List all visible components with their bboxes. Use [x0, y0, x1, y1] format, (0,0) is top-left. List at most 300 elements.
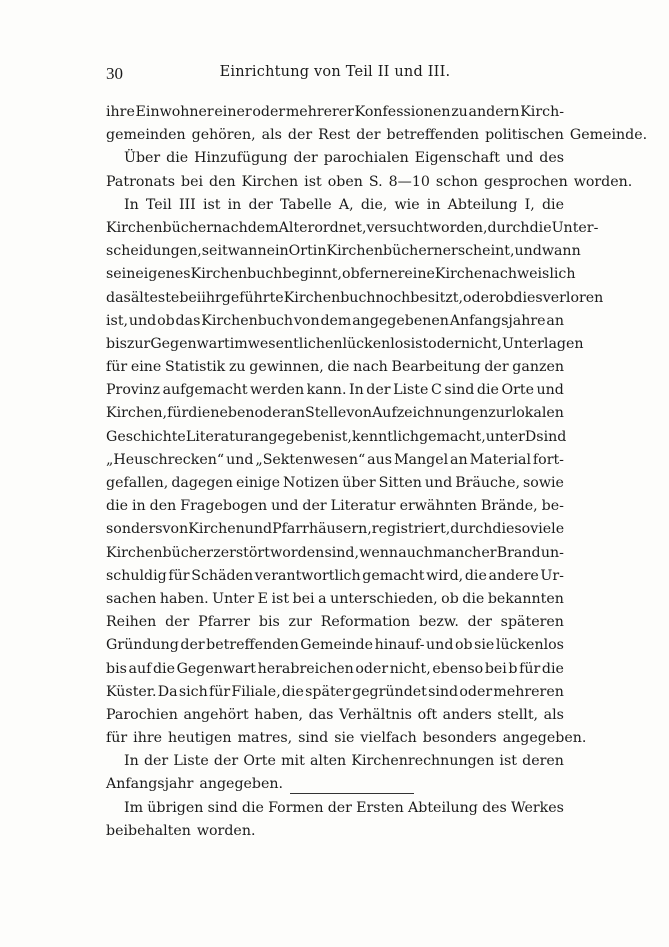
word: der — [366, 382, 391, 399]
text-line — [106, 495, 564, 518]
word: werden — [250, 382, 305, 399]
word: auf — [128, 660, 152, 677]
word: zur — [126, 335, 151, 352]
text-line — [106, 124, 648, 147]
word: ist — [202, 196, 221, 213]
word: ob — [454, 637, 473, 654]
word: auch — [398, 544, 433, 561]
word: matres, — [237, 730, 293, 747]
text-line — [106, 356, 564, 379]
word: wenn — [359, 544, 399, 561]
word: von — [293, 312, 320, 329]
word: der — [213, 753, 239, 770]
word: kann. — [306, 382, 347, 399]
word: hinauf- — [374, 637, 425, 654]
text-line — [106, 147, 564, 170]
word: Kirchen, — [106, 405, 168, 422]
word: eigenes — [135, 266, 191, 283]
word: der — [327, 799, 352, 816]
word: oder — [252, 104, 286, 120]
word: ihr — [201, 289, 222, 306]
word: angegeben. — [502, 730, 587, 747]
word: des — [482, 799, 507, 816]
word: alten — [309, 753, 347, 770]
word: Parochien — [106, 706, 178, 723]
word: gewinnen, — [249, 359, 324, 376]
word: so — [514, 521, 531, 538]
word: in — [132, 498, 146, 515]
word: oder — [355, 660, 389, 677]
word: oder — [428, 335, 461, 352]
word: I, — [524, 196, 535, 213]
word: Filiale, — [231, 683, 281, 700]
word: der — [302, 498, 327, 515]
word: Kirchenbücher — [106, 219, 214, 236]
word: die — [541, 660, 564, 677]
text-line — [106, 217, 599, 240]
word: In — [348, 382, 364, 399]
word: unter — [485, 428, 525, 445]
word: nach — [213, 219, 248, 236]
word: ob — [441, 590, 459, 607]
word: gehören, — [191, 127, 256, 144]
word: nachweislich — [482, 266, 576, 283]
word: dies — [513, 289, 543, 306]
text-line — [106, 449, 564, 472]
word: als — [543, 706, 564, 723]
word: und — [128, 312, 157, 329]
word: Pfarrhäusern, — [272, 521, 372, 538]
word: Brände, — [480, 498, 538, 515]
word: herabreichen — [257, 660, 354, 677]
word: einige — [235, 475, 281, 491]
word: sonders — [106, 521, 163, 538]
word: noch — [375, 289, 411, 306]
word: von — [346, 405, 373, 422]
word: sind — [298, 730, 329, 747]
word: D — [524, 428, 537, 445]
word: bei — [180, 173, 203, 190]
word: die, — [360, 196, 388, 213]
word: der — [165, 614, 190, 631]
word: der — [143, 753, 169, 770]
word: Verhältnis — [339, 706, 412, 723]
word: mancher — [433, 544, 497, 561]
word: heutigen — [168, 730, 232, 747]
word: Aufzeichnungen — [372, 405, 489, 422]
text-line — [106, 704, 564, 727]
text-line — [106, 658, 564, 681]
word: Ur- — [540, 567, 564, 584]
word: besonders — [422, 730, 497, 747]
word: bei — [292, 590, 315, 607]
word: Da — [157, 683, 178, 700]
text-line — [106, 171, 633, 194]
word: nicht, — [389, 660, 431, 677]
word: besitzt, — [410, 289, 463, 306]
word: sind — [536, 428, 567, 445]
word: worden, — [428, 219, 488, 236]
word: andere — [488, 567, 539, 584]
word: verantwortlich — [254, 567, 361, 584]
word: registriert, — [371, 521, 451, 538]
word: Orte — [243, 753, 276, 770]
word: unterschieden, — [330, 590, 438, 607]
word: ob — [157, 312, 175, 329]
word: un- — [540, 544, 564, 561]
text-line — [106, 634, 564, 657]
word: für — [208, 683, 231, 700]
word: gemeinden — [106, 127, 186, 144]
word: A, — [338, 196, 354, 213]
word: die — [541, 196, 564, 213]
word: Kirchenbuch — [190, 266, 283, 283]
word: und — [424, 475, 453, 491]
text-line — [106, 588, 564, 611]
word: politischen — [485, 127, 564, 144]
text-line — [106, 797, 564, 820]
word: sowie — [523, 475, 564, 491]
word: Kirchenrechnungen — [351, 753, 495, 770]
text-line — [106, 611, 564, 634]
word: an — [450, 451, 468, 468]
word: ganzen — [512, 359, 564, 376]
word: Ort — [288, 243, 313, 260]
word: das — [308, 706, 334, 723]
word: Kirchenbuch — [201, 312, 294, 329]
word: einer — [214, 104, 252, 120]
word: schuldig — [106, 567, 167, 584]
word: nicht, — [460, 335, 502, 352]
word: sich — [178, 683, 208, 700]
word: bei — [484, 660, 507, 677]
word: angegeben — [250, 428, 330, 445]
word: Kirche — [434, 266, 483, 283]
word: dagegen — [171, 475, 233, 491]
word: ist, — [106, 312, 129, 329]
word: lückenlos — [342, 335, 411, 352]
word: oder — [254, 405, 288, 422]
word: kenntlich — [351, 428, 420, 445]
word: bekannten — [487, 590, 564, 607]
word: der — [356, 127, 381, 144]
word: bis — [106, 660, 127, 677]
word: ob — [495, 289, 514, 306]
word: mehrerer — [285, 104, 354, 120]
word: gemacht — [362, 567, 425, 584]
word: E — [257, 590, 268, 607]
text-line — [106, 472, 564, 495]
word: an — [546, 312, 564, 329]
word: die — [327, 359, 350, 376]
word: für — [519, 660, 541, 677]
word: anders — [442, 706, 492, 723]
word: Liste — [393, 382, 429, 399]
word: aus — [367, 451, 393, 468]
word: Anfangsjahre — [449, 312, 546, 329]
word: zu — [451, 104, 468, 120]
text-line — [106, 240, 581, 263]
word: Statistik — [165, 359, 226, 376]
word: ein — [266, 243, 289, 260]
word: scheidungen, — [106, 243, 202, 260]
word: Eigenschaft — [414, 150, 500, 167]
page-header — [106, 64, 564, 86]
word: sie — [474, 637, 495, 654]
word: In — [124, 196, 139, 213]
word: stellt, — [497, 706, 539, 723]
word: im — [229, 335, 248, 352]
word: des — [539, 150, 564, 167]
body-text — [106, 101, 648, 843]
word: die — [166, 150, 189, 167]
word: Liste — [173, 753, 209, 770]
word: Kirchen — [188, 521, 245, 538]
word: bei — [179, 289, 202, 306]
text-line — [106, 426, 567, 449]
word: Ersten — [356, 799, 404, 816]
word: ferner — [359, 266, 405, 283]
text-line — [106, 750, 564, 773]
word: Tabelle — [279, 196, 332, 213]
word: sind — [207, 799, 238, 816]
word: über — [342, 475, 376, 491]
word: Rest — [318, 127, 351, 144]
word: die — [281, 683, 304, 700]
word: die — [106, 498, 129, 515]
word: dem — [247, 219, 279, 236]
word: als — [261, 127, 282, 144]
word: mehreren — [493, 683, 564, 700]
word: Literatur — [330, 498, 396, 515]
word: vielfach — [360, 730, 417, 747]
word: ebenso — [432, 660, 484, 677]
word: die — [188, 405, 211, 422]
word: ihre — [106, 104, 135, 120]
word: zu — [228, 359, 246, 376]
word: ist, — [329, 428, 352, 445]
word: sein — [106, 266, 136, 283]
word: für — [167, 405, 189, 422]
word: betreffenden — [386, 127, 480, 144]
text-line — [106, 681, 564, 704]
word: fort- — [532, 451, 564, 468]
word: geführte — [221, 289, 284, 306]
word: Kirchenbücher — [106, 544, 214, 561]
word: Konfessionen — [354, 104, 451, 120]
word: und — [426, 637, 454, 654]
word: bis — [106, 335, 127, 352]
word: Einwohner — [135, 104, 214, 120]
word: Gemeinde — [300, 637, 374, 654]
word: ordnet, — [314, 219, 367, 236]
word: neben — [210, 405, 255, 422]
word: Kirchenbüchern — [326, 243, 443, 260]
page-number: 30 — [106, 64, 123, 83]
word: die — [529, 219, 552, 236]
word: Abteilung — [447, 196, 518, 213]
word: 8—10 — [388, 173, 430, 190]
text-line — [106, 194, 564, 217]
word: für — [106, 730, 128, 747]
word: Hinzufügung — [194, 150, 288, 167]
word: Gemeinde. — [569, 127, 648, 144]
text-line — [106, 263, 576, 286]
word: Pfarrer — [198, 614, 251, 631]
word: Kirchenbuch — [283, 289, 376, 306]
closing-rule — [290, 793, 414, 794]
word: bis — [258, 614, 280, 631]
word: Gegenwart — [150, 335, 230, 352]
word: an — [287, 405, 305, 422]
word: oder — [459, 683, 493, 700]
word: Reihen — [106, 614, 157, 631]
word: a — [318, 590, 327, 607]
word: die — [476, 382, 499, 399]
word: Stelle — [305, 405, 347, 422]
word: oft — [417, 706, 438, 723]
word: Sitten — [378, 475, 422, 491]
word: Im — [124, 799, 144, 816]
word: in — [312, 243, 327, 260]
word: Werkes — [511, 799, 564, 816]
word: für — [168, 567, 190, 584]
word: ihre — [133, 730, 163, 747]
word: wesentlichen — [247, 335, 343, 352]
text-line — [106, 287, 604, 310]
word: bezw. — [418, 614, 459, 631]
word: den — [149, 498, 177, 515]
word: gefallen, — [106, 475, 169, 491]
word: III — [178, 196, 196, 213]
word: die — [492, 521, 515, 538]
text-line — [106, 402, 564, 425]
word: Geschichte — [106, 428, 186, 445]
word: Reformation — [320, 614, 411, 631]
word: sachen — [106, 590, 157, 607]
word: viele — [530, 521, 565, 538]
word: lokalen — [511, 405, 564, 422]
word: worden — [270, 544, 325, 561]
word: der — [180, 637, 205, 654]
running-title: Einrichtung von Teil II und III. — [219, 64, 451, 80]
word: sind — [428, 683, 459, 700]
word: versucht — [366, 219, 429, 236]
word: angegebenen — [352, 312, 449, 329]
word: älteste — [130, 289, 180, 306]
word: ob — [342, 266, 360, 283]
word: Bearbeitung — [391, 359, 481, 376]
word: Unter- — [551, 219, 599, 236]
word: die — [152, 660, 175, 677]
word: sind — [444, 382, 475, 399]
word: wird, — [426, 567, 464, 584]
word: Unter — [212, 590, 255, 607]
text-line — [106, 727, 587, 750]
word: Kirchen — [241, 173, 299, 190]
word: Mangel — [393, 451, 449, 468]
word: Über — [124, 150, 161, 167]
word: C — [430, 382, 442, 399]
word: Gründung — [106, 637, 179, 654]
word: das — [106, 289, 131, 306]
word: durch — [487, 219, 530, 236]
word: der — [467, 614, 492, 631]
word: deren — [522, 753, 564, 770]
word: der — [293, 150, 318, 167]
word: oben — [327, 173, 363, 190]
word: dem — [320, 312, 352, 329]
word: der — [287, 127, 313, 144]
text-line — [106, 310, 564, 333]
word: wie — [394, 196, 420, 213]
text-line — [106, 379, 564, 402]
word: den — [209, 173, 236, 190]
word: der — [248, 196, 273, 213]
word: angehört — [183, 706, 249, 723]
word: aufgemacht — [162, 382, 248, 399]
word: verloren — [542, 289, 604, 306]
word: Bräuche, — [455, 475, 521, 491]
word: zur — [288, 614, 312, 631]
word: für — [106, 359, 128, 376]
word: beibehalten — [106, 822, 191, 839]
text-line — [106, 101, 564, 124]
word: Gegenwart — [176, 660, 256, 677]
word: Literatur — [185, 428, 251, 445]
word: haben, — [254, 706, 304, 723]
word: durch — [450, 521, 493, 538]
word: gemacht, — [419, 428, 486, 445]
word: Notizen — [283, 475, 340, 491]
text-line — [106, 518, 564, 541]
word: oder — [462, 289, 496, 306]
word: Küster. — [106, 683, 157, 700]
word: Schäden — [191, 567, 254, 584]
word: von — [162, 521, 189, 538]
word: Brand — [496, 544, 541, 561]
text-line — [106, 820, 564, 843]
word: und — [514, 243, 542, 260]
word: Fragebogen — [180, 498, 268, 515]
word: be- — [541, 498, 564, 515]
word: Teil — [145, 196, 172, 213]
word: und — [271, 498, 299, 515]
word: erwähnten — [399, 498, 477, 515]
word: Kirch- — [520, 104, 564, 120]
word: das — [175, 312, 201, 329]
word: wann — [541, 243, 581, 260]
word: und — [536, 382, 564, 399]
word: in — [426, 196, 441, 213]
word: ist — [304, 173, 322, 190]
word: ist — [410, 335, 429, 352]
word: gegründet — [352, 683, 427, 700]
word: übrigen — [147, 799, 204, 816]
word: Orte — [501, 382, 534, 399]
word: seit — [201, 243, 228, 260]
word: Patronats — [106, 173, 175, 190]
word: b — [508, 660, 518, 677]
word: worden. — [573, 173, 633, 190]
word: die — [241, 799, 264, 816]
word: Unterlagen — [501, 335, 584, 352]
word: in — [227, 196, 242, 213]
word: Provinz — [106, 382, 161, 399]
word: der — [484, 359, 509, 376]
word: eine — [404, 266, 435, 283]
word: lückenlos — [495, 637, 564, 654]
